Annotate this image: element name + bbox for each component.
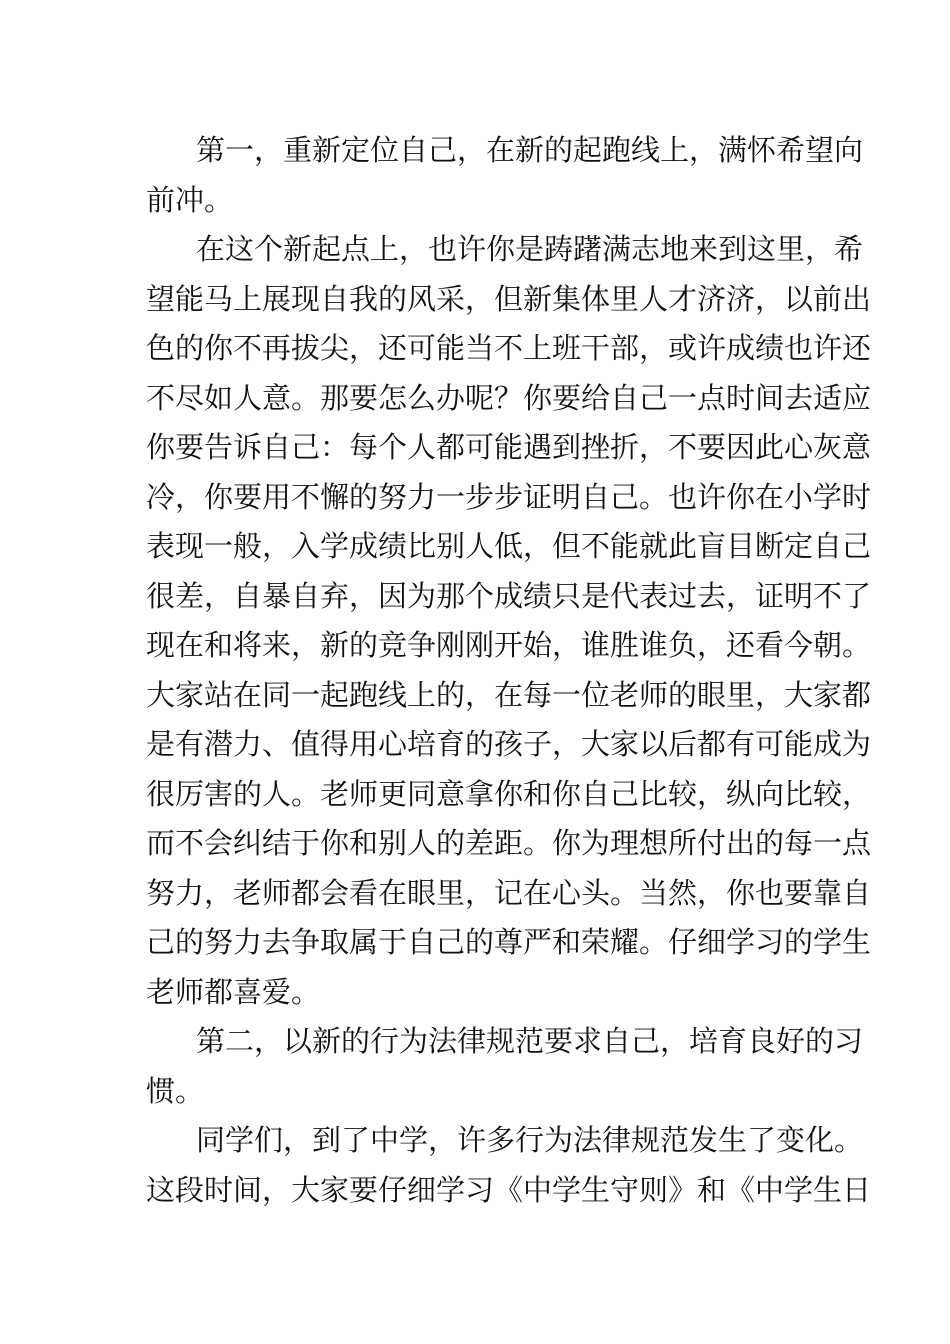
text-line: 你要告诉自己：每个人都可能遇到挫折，不要因此心灰意 — [146, 430, 872, 464]
text-line: 惯。 — [146, 1073, 205, 1108]
text-line: 很厉害的人。老师更同意拿你和你自己比较，纵向比较， — [146, 776, 872, 811]
text-line: 前冲。 — [146, 182, 234, 217]
text-line: 而不会纠结于你和别人的差距。你为理想所付出的每一点 — [146, 826, 872, 860]
text-line: 大家站在同一起跑线上的，在每一位老师的眼里，大家都 — [146, 677, 872, 712]
text-line: 冷，你要用不懈的努力一步步证明自己。也许你在小学时 — [146, 479, 872, 514]
text-line: 是有潜力、值得用心培育的孩子，大家以后都有可能成为 — [146, 727, 872, 761]
text-line: 在这个新起点上，也许你是踌躇满志地来到这里，希 — [196, 232, 864, 266]
text-line: 色的你不再拔尖，还可能当不上班干部，或许成绩也许还 — [146, 331, 872, 365]
body-text — [146, 126, 872, 1215]
text-line: 己的努力去争取属于自己的尊严和荣耀。仔细学习的学生 — [146, 925, 872, 959]
text-line: 这段时间，大家要仔细学习《中学生守则》和《中学生日 — [146, 1172, 872, 1207]
text-line: 第二，以新的行为法律规范要求自己，培育良好的习 — [196, 1024, 864, 1058]
text-line: 表现一般，入学成绩比别人低，但不能就此盲目断定自己 — [146, 529, 872, 563]
text-line: 很差，自暴自弃，因为那个成绩只是代表过去，证明不了 — [146, 578, 872, 613]
text-line: 不尽如人意。那要怎么办呢？你要给自己一点时间去适应 — [146, 380, 872, 415]
text-line: 同学们，到了中学，许多行为法律规范发生了变化。 — [196, 1123, 864, 1157]
text-line: 老师都喜爱。 — [146, 974, 321, 1009]
text-line: 现在和将来，新的竞争刚刚开始，谁胜谁负，还看今朝。 — [146, 628, 872, 662]
text-line: 努力，老师都会看在眼里，记在心头。当然，你也要靠自 — [146, 875, 872, 910]
text-line: 望能马上展现自我的风采，但新集体里人才济济，以前出 — [146, 281, 872, 316]
text-line: 第一，重新定位自己，在新的起跑线上，满怀希望向 — [196, 133, 864, 167]
